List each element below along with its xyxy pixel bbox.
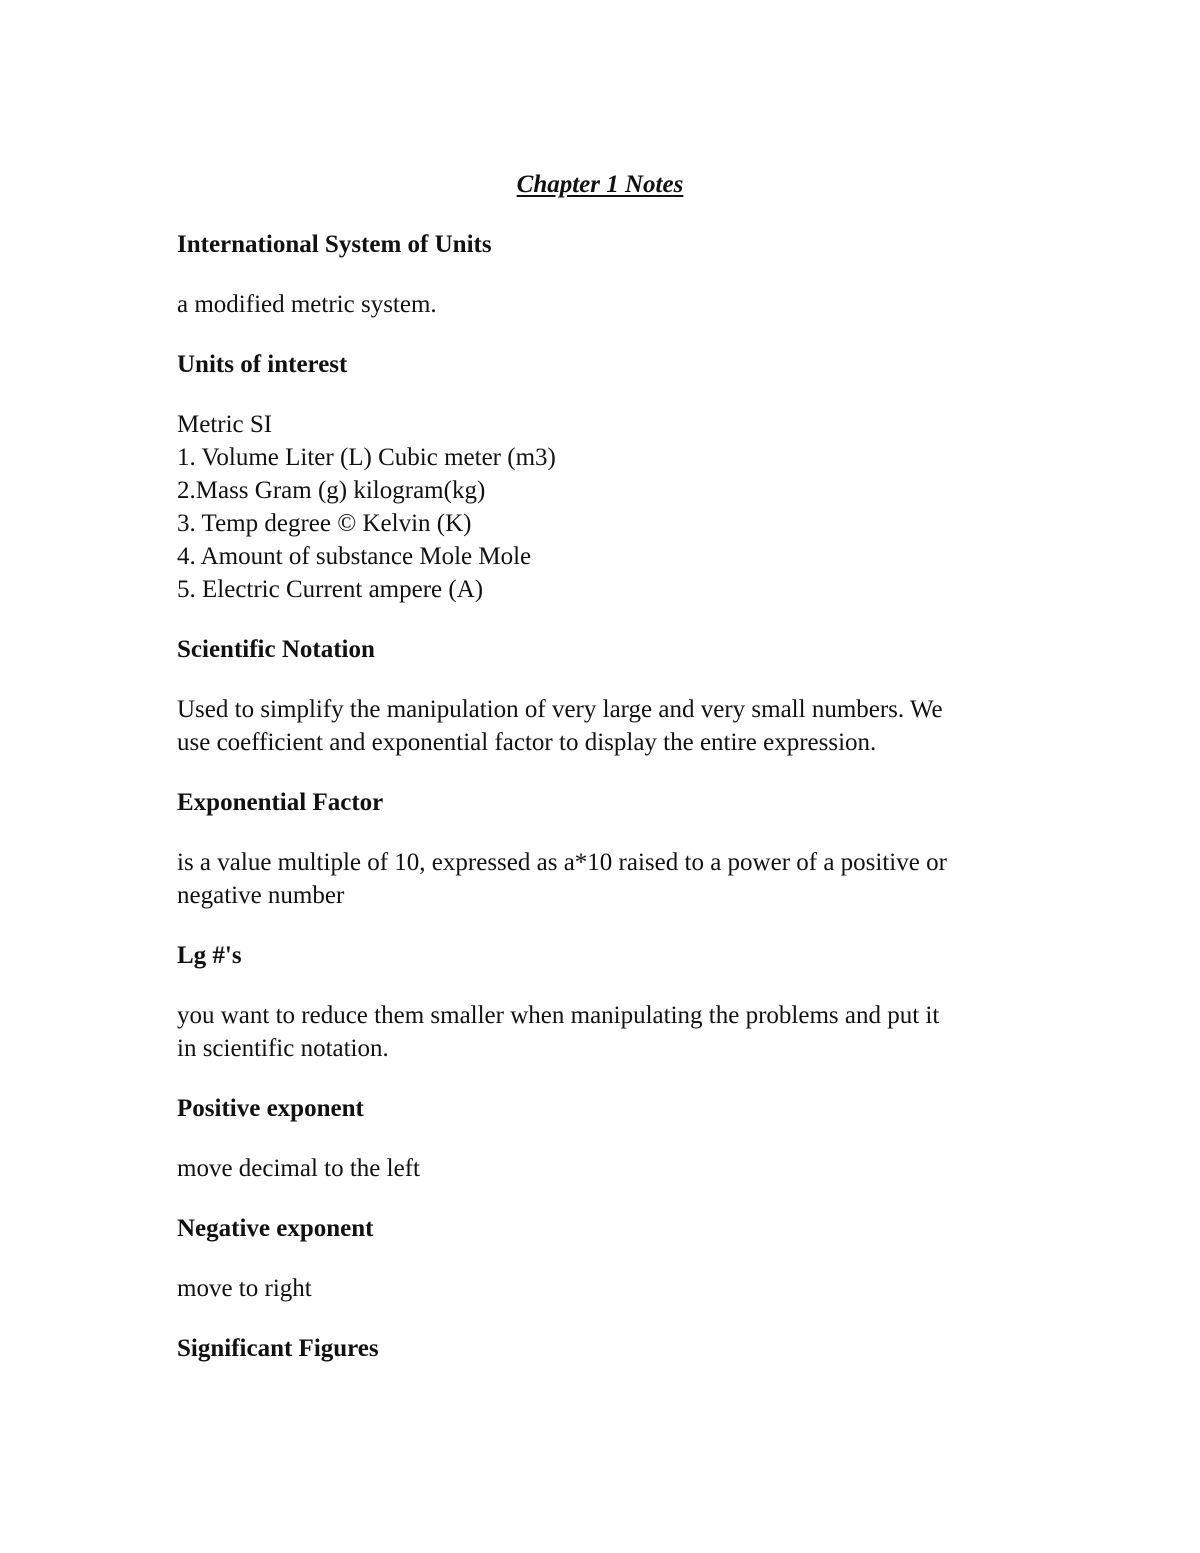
spacer	[177, 1065, 1037, 1092]
spacer	[177, 912, 1037, 939]
page-title: Chapter 1 Notes	[516, 171, 684, 198]
section-heading-scientific-notation: Scientific Notation	[177, 636, 375, 663]
spacer	[177, 972, 1037, 999]
spacer	[177, 261, 1037, 288]
section-body-line: negative number	[177, 882, 345, 909]
section-heading-si-units: International System of Units	[177, 231, 492, 258]
document-content	[177, 168, 1037, 1365]
section-body-line: use coefficient and exponential factor to display the entire expression.	[177, 729, 877, 756]
units-list-item: 2.Mass Gram (g) kilogram(kg)	[177, 477, 486, 504]
section-body-si-units: a modified metric system.	[177, 291, 437, 318]
units-list-header: Metric SI	[177, 411, 273, 438]
spacer	[177, 381, 1037, 408]
spacer	[177, 759, 1037, 786]
section-body-positive-exponent: move decimal to the left	[177, 1155, 420, 1182]
spacer	[177, 666, 1037, 693]
section-body-line: Used to simplify the manipulation of very large and very small numbers. We	[177, 696, 943, 723]
units-list-item: 4. Amount of substance Mole Mole	[177, 543, 532, 570]
section-body-line: is a value multiple of 10, expressed as a*10 raised to a power of a positive or	[177, 849, 947, 876]
units-list-item: 5. Electric Current ampere (A)	[177, 576, 484, 603]
section-heading-large-numbers: Lg #'s	[177, 942, 242, 969]
section-heading-exponential-factor: Exponential Factor	[177, 789, 384, 816]
section-heading-units-of-interest: Units of interest	[177, 351, 348, 378]
spacer	[177, 321, 1037, 348]
spacer	[177, 1185, 1037, 1212]
section-body-line: in scientific notation.	[177, 1035, 389, 1062]
spacer	[177, 606, 1037, 633]
spacer	[177, 819, 1037, 846]
section-body-line: you want to reduce them smaller when manipulating the problems and put it	[177, 1002, 940, 1029]
units-list-item: 1. Volume Liter (L) Cubic meter (m3)	[177, 444, 556, 471]
section-heading-positive-exponent: Positive exponent	[177, 1095, 364, 1122]
spacer	[177, 1125, 1037, 1152]
spacer	[177, 1245, 1037, 1272]
spacer	[177, 1305, 1037, 1332]
section-heading-significant-figures: Significant Figures	[177, 1335, 379, 1362]
section-body-negative-exponent: move to right	[177, 1275, 312, 1302]
units-list-item: 3. Temp degree © Kelvin (K)	[177, 510, 472, 537]
section-heading-negative-exponent: Negative exponent	[177, 1215, 374, 1242]
